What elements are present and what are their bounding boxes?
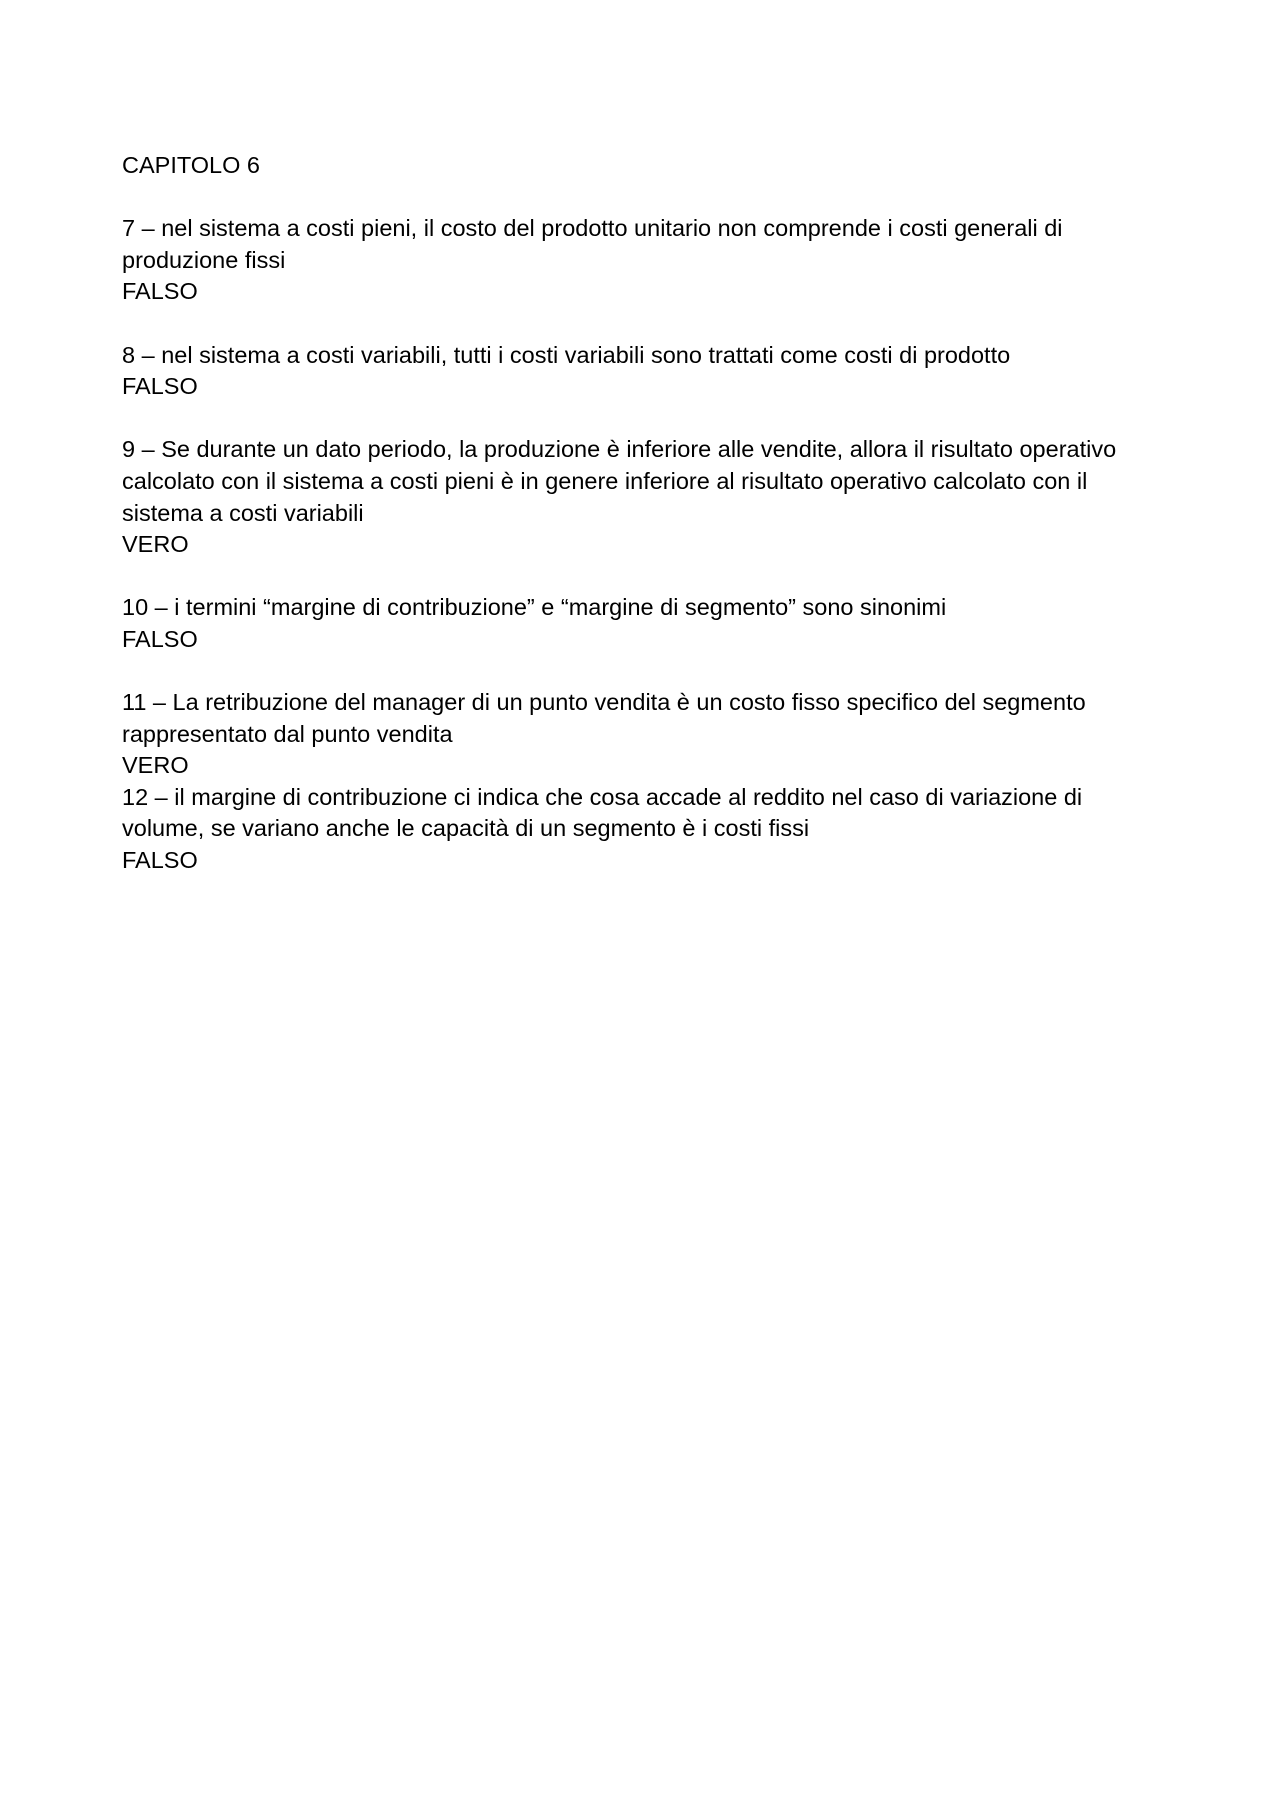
question-text-line: 10 – i termini “margine di contribuzione” e “margine di segmento” sono sinonimi	[122, 594, 947, 621]
question-text-line: calcolato con il sistema a costi pieni è in genere inferiore al risultato operativo calcolato con il	[122, 467, 1088, 494]
document-body	[122, 150, 1162, 877]
question-text-line: sistema a costi variabili	[122, 499, 364, 526]
blank-line	[122, 403, 1162, 435]
question-answer: VERO	[122, 752, 189, 779]
question-text-line: rappresentato dal punto vendita	[122, 720, 453, 747]
blank-line	[122, 561, 1162, 593]
question-answer: FALSO	[122, 373, 198, 400]
question-9	[122, 434, 1162, 560]
chapter-heading: CAPITOLO 6	[122, 152, 261, 178]
question-10	[122, 592, 1162, 655]
question-text-line: volume, se variano anche le capacità di un segmento è i costi fissi	[122, 815, 810, 842]
question-answer: FALSO	[122, 625, 198, 652]
question-8	[122, 340, 1162, 403]
question-text-line: 8 – nel sistema a costi variabili, tutti i costi variabili sono trattati come costi di prodotto	[122, 341, 1011, 368]
question-text-line: 9 – Se durante un dato periodo, la produzione è inferiore alle vendite, allora il risultato operativo	[122, 436, 1117, 463]
question-answer: FALSO	[122, 847, 198, 874]
question-7	[122, 213, 1162, 308]
question-text-line: 7 – nel sistema a costi pieni, il costo del prodotto unitario non comprende i costi generali di	[122, 215, 1063, 242]
question-answer: VERO	[122, 531, 189, 558]
chapter-heading-block	[122, 150, 1162, 182]
blank-line	[122, 308, 1162, 340]
question-text-line: produzione fissi	[122, 246, 286, 273]
question-12	[122, 782, 1162, 877]
question-text-line: 12 – il margine di contribuzione ci indica che cosa accade al reddito nel caso di variazione di	[122, 783, 1083, 810]
question-text-line: 11 – La retribuzione del manager di un punto vendita è un costo fisso specifico del segmento	[122, 689, 1086, 716]
blank-line	[122, 656, 1162, 688]
blank-line	[122, 182, 1162, 214]
question-answer: FALSO	[122, 278, 198, 305]
question-11	[122, 687, 1162, 782]
